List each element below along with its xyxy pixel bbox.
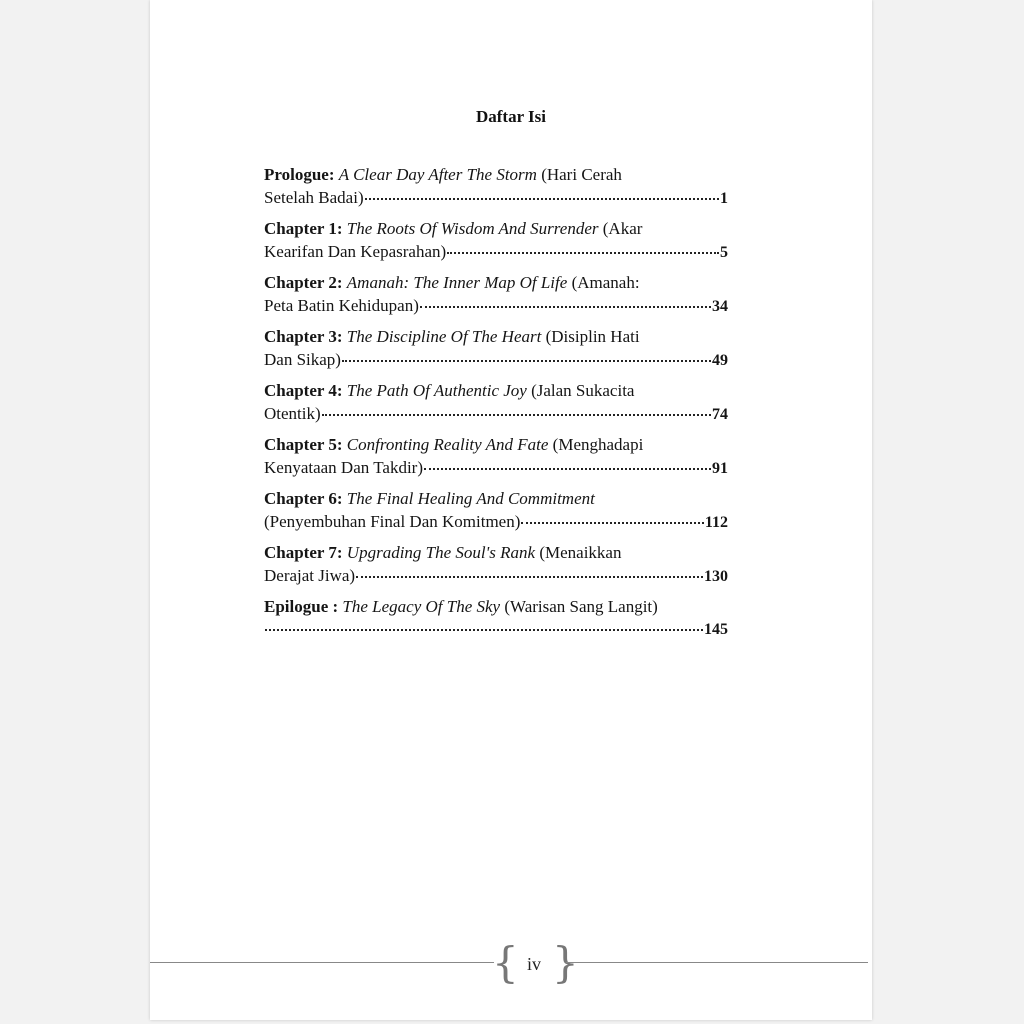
- toc-entry-label: Epilogue :: [264, 597, 339, 616]
- toc-entry-page-number: 130: [704, 567, 728, 585]
- toc-entry-chapter-4[interactable]: [264, 380, 728, 434]
- footer-rule: [566, 962, 868, 963]
- toc-entry-page-number: 49: [712, 351, 728, 369]
- toc-entry-title-id-continued: Derajat Jiwa): [264, 565, 356, 585]
- toc-entry-title-en: Confronting Reality And Fate: [346, 435, 549, 454]
- toc-entry-title-en: The Legacy Of The Sky: [342, 597, 501, 616]
- dot-leader: [342, 359, 711, 362]
- page-footer: [150, 940, 872, 990]
- toc-entry-page-number: 74: [712, 405, 728, 423]
- toc-entry-label: Chapter 1:: [264, 219, 343, 238]
- toc-entry-title-id-continued: Peta Batin Kehidupan): [264, 295, 419, 315]
- page-number: iv: [526, 954, 541, 974]
- left-brace-ornament: {: [492, 938, 519, 987]
- dot-leader: [356, 575, 703, 578]
- right-brace-ornament: }: [552, 938, 579, 987]
- toc-entry-chapter-1[interactable]: [264, 218, 728, 272]
- toc-entry-title-id: (Menghadapi: [552, 435, 644, 454]
- toc-entry-page-number: 112: [704, 513, 728, 531]
- toc-entry-label: Chapter 7:: [264, 543, 343, 562]
- toc-heading: Daftar Isi: [475, 107, 547, 126]
- table-of-contents: [264, 164, 728, 650]
- toc-entry-title-id: (Menaikkan: [539, 543, 622, 562]
- toc-entry-title-en: Upgrading The Soul's Rank: [346, 543, 536, 562]
- toc-entry-page-number: 91: [712, 459, 728, 477]
- dot-leader: [420, 305, 711, 308]
- toc-entry-title-id-continued: Setelah Badai): [264, 187, 364, 207]
- toc-entry-page-number: 34: [712, 297, 728, 315]
- toc-entry-title-id-continued: Kenyataan Dan Takdir): [264, 457, 423, 477]
- toc-entry-page-number: 5: [720, 243, 728, 261]
- toc-entry-label: Chapter 2:: [264, 273, 343, 292]
- toc-entry-title-en: Amanah: The Inner Map Of Life: [346, 273, 568, 292]
- dot-leader: [265, 628, 703, 631]
- toc-entry-title-en: The Roots Of Wisdom And Surrender: [346, 219, 599, 238]
- toc-entry-title-id: (Akar: [602, 219, 643, 238]
- toc-entry-page-number: 145: [704, 620, 728, 638]
- toc-entry-label: Chapter 6:: [264, 489, 343, 508]
- toc-entry-title-id: (Amanah:: [571, 273, 640, 292]
- toc-entry-title-en: The Path Of Authentic Joy: [346, 381, 527, 400]
- toc-entry-title-id: (Hari Cerah: [541, 165, 622, 184]
- toc-entry-label: Chapter 4:: [264, 381, 343, 400]
- toc-entry-chapter-3[interactable]: [264, 326, 728, 380]
- toc-entry-title-id: (Jalan Sukacita: [531, 381, 635, 400]
- toc-entry-epilogue[interactable]: [264, 596, 728, 650]
- toc-entry-title-id-continued: Otentik): [264, 403, 321, 423]
- toc-entry-title-en: The Discipline Of The Heart: [346, 327, 542, 346]
- dot-leader: [521, 521, 704, 524]
- dot-leader: [365, 197, 719, 200]
- dot-leader: [447, 251, 719, 254]
- toc-entry-title-en: A Clear Day After The Storm: [338, 165, 537, 184]
- toc-entry-chapter-2[interactable]: [264, 272, 728, 326]
- document-page: [150, 0, 872, 1020]
- toc-entry-title-id-continued: (Penyembuhan Final Dan Komitmen): [264, 511, 521, 531]
- toc-entry-chapter-7[interactable]: [264, 542, 728, 596]
- toc-entry-chapter-5[interactable]: [264, 434, 728, 488]
- toc-entry-title-id: (Disiplin Hati: [545, 327, 640, 346]
- toc-entry-label: Prologue:: [264, 165, 335, 184]
- toc-entry-chapter-6[interactable]: [264, 488, 728, 542]
- toc-entry-label: Chapter 5:: [264, 435, 343, 454]
- toc-entry-page-number: 1: [720, 189, 728, 207]
- toc-entry-label: Chapter 3:: [264, 327, 343, 346]
- toc-entry-title-id-continued: Dan Sikap): [264, 349, 341, 369]
- toc-entry-title-en: The Final Healing And Commitment: [346, 489, 595, 508]
- footer-rule: [150, 962, 494, 963]
- toc-entry-prologue[interactable]: [264, 164, 728, 218]
- toc-entry-title-id: (Warisan Sang Langit): [504, 597, 658, 616]
- dot-leader: [322, 413, 711, 416]
- dot-leader: [424, 467, 711, 470]
- toc-entry-title-id-continued: Kearifan Dan Kepasrahan): [264, 241, 447, 261]
